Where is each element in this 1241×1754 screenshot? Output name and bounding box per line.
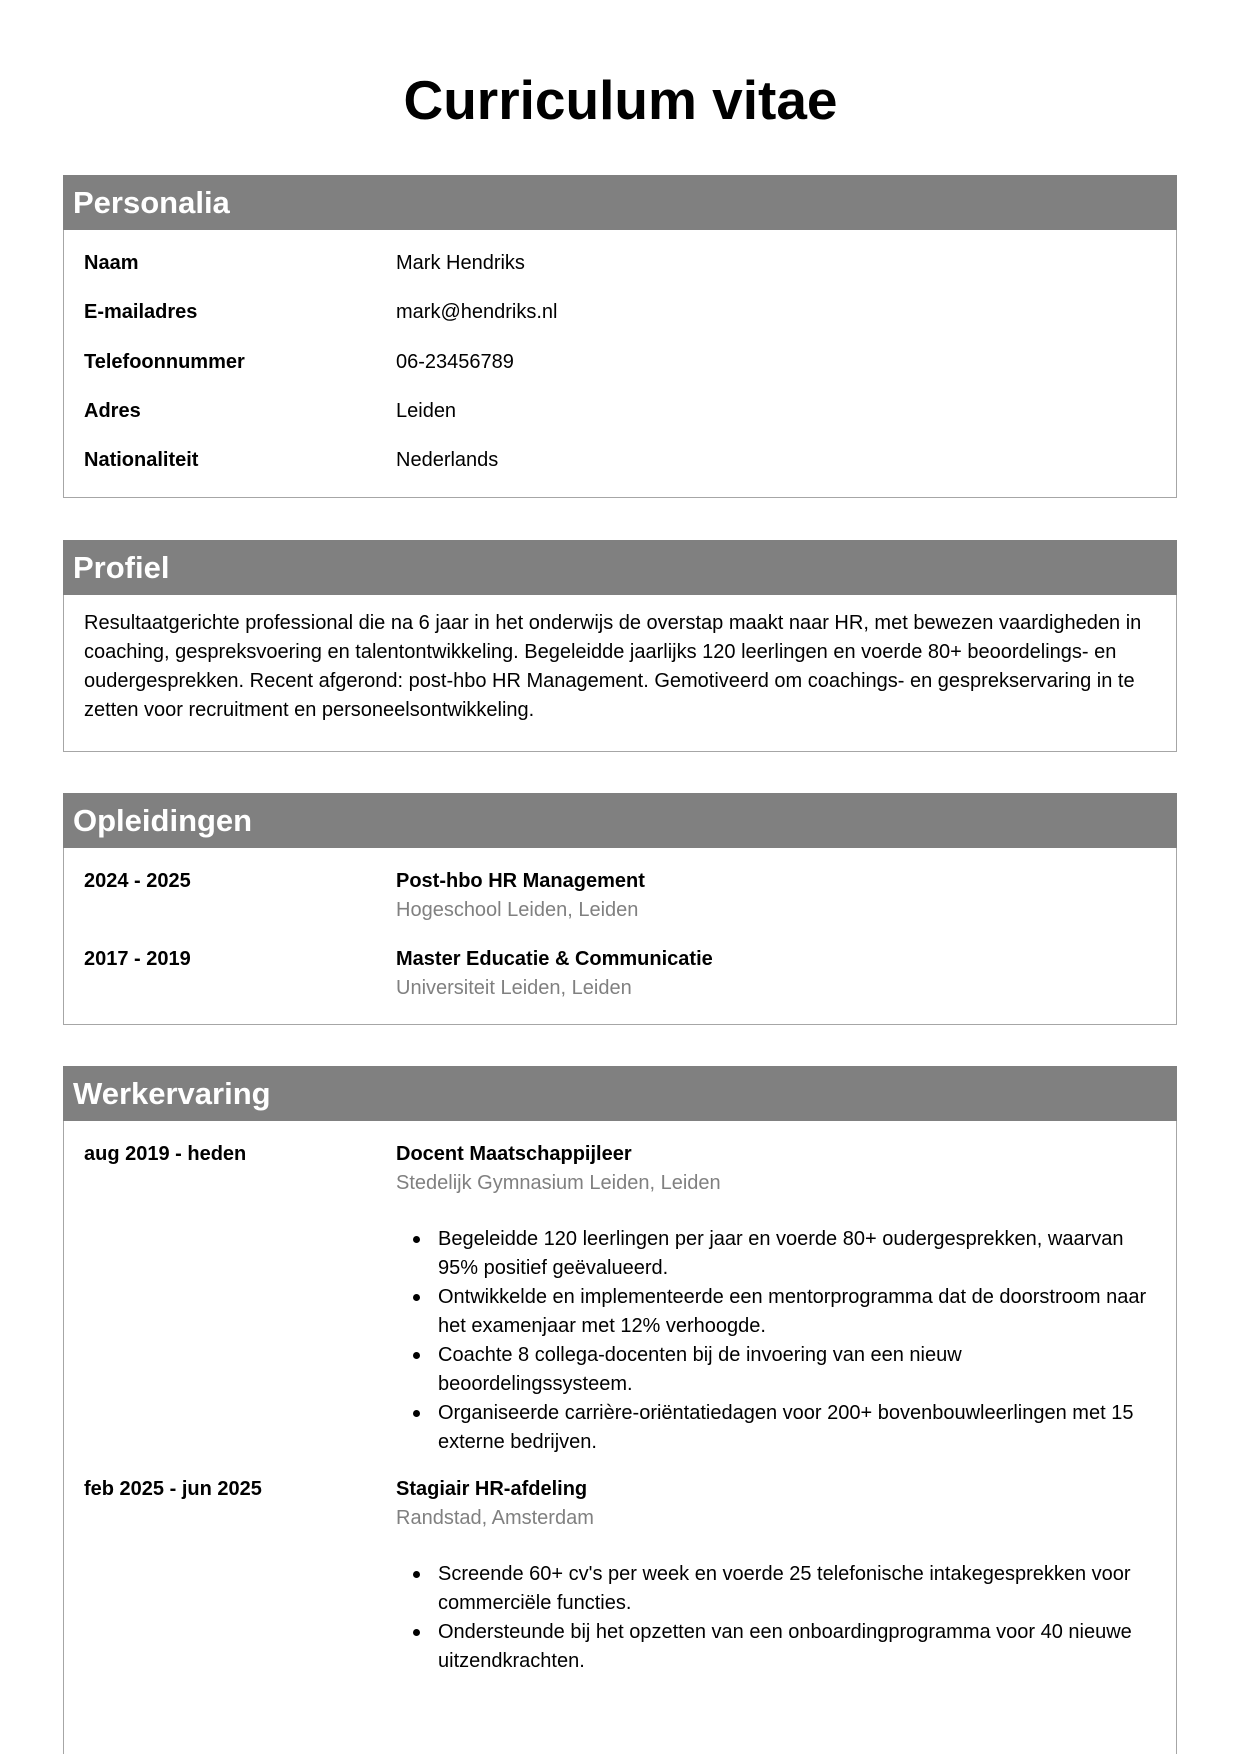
work-bullet: Organiseerde carrière-oriëntatiedagen voor 200+ bovenbouwleerlingen met 15 externe bedrijven. bbox=[396, 1399, 1161, 1457]
personalia-value: Leiden bbox=[396, 400, 457, 422]
work-period: aug 2019 - heden bbox=[84, 1143, 247, 1165]
section-personalia bbox=[63, 175, 1177, 498]
work-bullets bbox=[396, 1225, 1161, 1457]
education-institution: Universiteit Leiden, Leiden bbox=[396, 977, 632, 999]
personalia-value: Nederlands bbox=[396, 449, 499, 471]
personalia-label: Naam bbox=[84, 252, 139, 274]
section-header-personalia: Personalia bbox=[63, 175, 1177, 230]
work-title: Stagiair HR-afdeling bbox=[396, 1478, 588, 1500]
work-bullet: Ontwikkelde en implementeerde een mentorprogramma dat de doorstroom naar het examenjaar met 12% verhoogde. bbox=[396, 1283, 1161, 1341]
work-employer: Randstad, Amsterdam bbox=[396, 1507, 594, 1529]
work-title: Docent Maatschappijleer bbox=[396, 1143, 632, 1165]
education-period: 2024 - 2025 bbox=[84, 870, 191, 892]
personalia-value: mark@hendriks.nl bbox=[396, 301, 558, 323]
personalia-label: Nationaliteit bbox=[84, 449, 199, 471]
work-employer: Stedelijk Gymnasium Leiden, Leiden bbox=[396, 1172, 721, 1194]
personalia-label: E-mailadres bbox=[84, 301, 198, 323]
section-opleidingen bbox=[63, 793, 1177, 1025]
work-details bbox=[396, 1140, 721, 1198]
section-werkervaring bbox=[63, 1066, 1177, 1754]
section-header-opleidingen: Opleidingen bbox=[63, 793, 1177, 848]
section-header-profiel: Profiel bbox=[63, 540, 1177, 595]
work-details bbox=[396, 1475, 594, 1533]
personalia-value: 06-23456789 bbox=[396, 351, 514, 373]
education-institution: Hogeschool Leiden, Leiden bbox=[396, 899, 639, 921]
section-header-werkervaring: Werkervaring bbox=[63, 1066, 1177, 1121]
work-bullet: Screende 60+ cv's per week en voerde 25 telefonische intakegesprekken voor commerciële functies. bbox=[396, 1560, 1161, 1618]
education-period: 2017 - 2019 bbox=[84, 948, 191, 970]
work-bullet: Coachte 8 collega-docenten bij de invoering van een nieuw beoordelingssysteem. bbox=[396, 1341, 1161, 1399]
personalia-label: Adres bbox=[84, 400, 141, 422]
education-title: Post-hbo HR Management bbox=[396, 870, 645, 892]
work-bullets bbox=[396, 1560, 1161, 1676]
work-period: feb 2025 - jun 2025 bbox=[84, 1478, 262, 1500]
section-profiel bbox=[63, 540, 1177, 752]
profile-text: Resultaatgerichte professional die na 6 jaar in het onderwijs de overstap maakt naar HR, met bewezen vaardigheden in coaching, gespreksvoering en talentontwikkeling. Begeleidde jaarlijks 120 leerlingen en voerde 80+ beoordelings- en oudergesprekken. Recent afgerond: post-hbo HR Management. Gemotiveerd om coachings- en gesprekservaring in te zetten voor recruitment en personeelsontwikkeling. bbox=[84, 612, 1142, 721]
page-title: Curriculum vitae bbox=[403, 69, 838, 131]
education-details bbox=[396, 945, 713, 1003]
education-details bbox=[396, 867, 645, 925]
work-bullet: Ondersteunde bij het opzetten van een onboardingprogramma voor 40 nieuwe uitzendkrachten. bbox=[396, 1618, 1161, 1676]
personalia-value: Mark Hendriks bbox=[396, 252, 525, 274]
work-bullet: Begeleidde 120 leerlingen per jaar en voerde 80+ oudergesprekken, waarvan 95% positief geëvalueerd. bbox=[396, 1225, 1161, 1283]
personalia-label: Telefoonnummer bbox=[84, 351, 245, 373]
education-title: Master Educatie & Communicatie bbox=[396, 948, 713, 970]
